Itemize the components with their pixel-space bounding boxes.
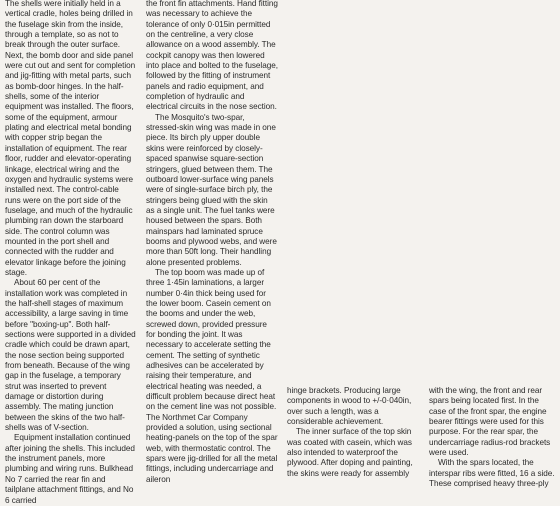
text-column-3 <box>287 386 419 479</box>
paragraph: The inner surface of the top skin was coated with casein, which was also intended to waterproof the plywood. After doping and painting, the skins were ready for assembly <box>287 427 413 478</box>
paragraph: The shells were initially held in a vertical cradle, holes being drilled in the fuselage skin from the inside, through a template, so as not to break through the outer surface. Next, the bomb door and side panel were cut out and sent for completion and jig-fitting with metal parts, such as bomb-door hinges. In the half-shells, some of the interior equipment was installed. The floors, some of the equipment, armour plating and electrical metal bonding with copper strip began the installation of equipment. The rear floor, rudder and elevator-operating linkage, electrical wiring and the oxygen and hydraulic systems were installed next. The control-cable runs were on the port side of the fuselage, and much of the hydraulic plumbing ran down the starboard side. The control column was mounted in the port shell and connected with the rudder and elevator linkage before the joining stage. <box>5 0 136 277</box>
paragraph: hinge brackets. Producing large components in wood to +/-0·040in, over such a length, was a considerable achievement. <box>287 386 412 427</box>
paragraph: the front fin attachments. Hand fitting was necessary to achieve the tolerance of only 0·015in permitted on the centreline, a very close allowance on a wood assembly. The cockpit canopy was then lowered into place and bolted to the fuselage, followed by the fitting of instrument panels and radio equipment, and completion of hydraulic and electrical circuits in the nose section. <box>146 0 278 112</box>
text-column-1 <box>5 0 136 506</box>
paragraph: About 60 per cent of the installation work was completed in the half-shell stages of maximum accessibility, a large saving in time before "boxing-up". Both half-sections were supported in a divided cradle which could be drawn apart, the nose section being supported from beneath. Because of the wing gap in the fuselage, a temporary strut was inserted to prevent damage or distortion during assembly. The mating junction between the skins of the two half-shells was of V-section. <box>5 278 136 433</box>
paragraph: The top boom was made up of three 1·45in laminations, a larger number 0·4in thick being used for the lower boom. Casein cement on the booms and under the web, screwed down, provided pressure for bonding the joint. It was necessary to accelerate setting the cement. The setting of synthetic adhesives can be accelerated by raising their temperature, and electrical heating was needed, a difficult problem because direct heat on the cement line was not possible. The Northmet Car Company provided a solution, using sectional heating-panels on the top of the spar web, with thermostatic control. The spars were jig-drilled for all the metal fittings, including undercarriage and aileron <box>146 267 278 484</box>
paragraph: The Mosquito's two-spar, stressed-skin wing was made in one piece. Its birch ply upper double skins were reinforced by closely-spaced spanwise square-section stringers, glued between them. The outboard lower-surface wing panels were of single-surface birch ply, the stringers being glued with the skin as a single unit. The fuel tanks were housed between the spars. Both mainspars had laminated spruce booms and plywood webs, and were more than 50ft long. Their handling alone presented problems. <box>146 112 277 267</box>
text-column-4 <box>429 386 555 489</box>
paragraph: Equipment installation continued after joining the shells. This included the instrument panels, more plumbing and wiring runs. Bulkhead No 7 carried the rear fin and tailplane attachment fittings, and No 6 carried <box>5 433 135 505</box>
text-column-2 <box>146 0 278 485</box>
paragraph: With the spars located, the interspar ribs were fitted, 16 a side. These comprised heavy three-ply <box>429 458 555 489</box>
paragraph: with the wing, the front and rear spars being located first. In the case of the front spar, the engine bearer fittings were used for this purpose. For the rear spar, the undercarriage radius-rod brackets were used. <box>429 386 551 458</box>
